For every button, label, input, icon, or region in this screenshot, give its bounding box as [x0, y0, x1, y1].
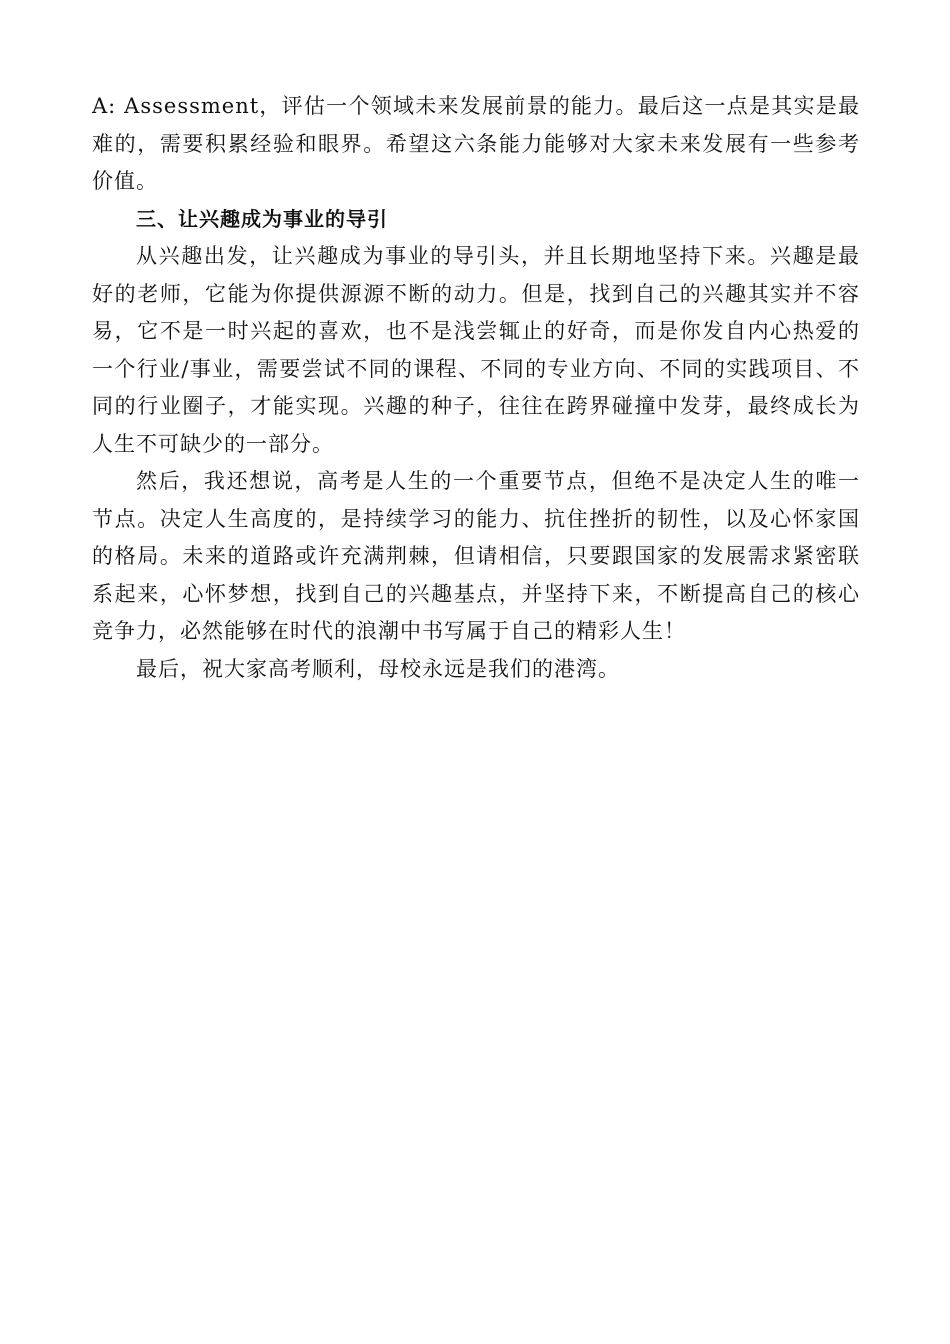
- document-page: [92, 88, 860, 688]
- paragraph-assessment: A: Assessment，评估一个领域未来发展前景的能力。最后这一点是其实是最难的，需要积累经验和眼界。希望这六条能力能够对大家未来发展有一些参考价值。: [92, 94, 860, 193]
- paragraph-interest: 从兴趣出发，让兴趣成为事业的导引头，并且长期地坚持下来。兴趣是最好的老师，它能为你提供源源不断的动力。但是，找到自己的兴趣其实并不容易，它不是一时兴起的喜欢，也不是浅尝辄止的好奇，而是你发自内心热爱的一个行业/事业，需要尝试不同的课程、不同的专业方向、不同的实践项目、不同的行业圈子，才能实现。兴趣的种子，往往在跨界碰撞中发芽，最终成长为人生不可缺少的一部分。: [92, 244, 860, 456]
- paragraph-closing: 最后，祝大家高考顺利，母校永远是我们的港湾。: [136, 656, 620, 681]
- section-heading-3: 三、让兴趣成为事业的导引: [136, 206, 388, 231]
- paragraph-gaokao: 然后，我还想说，高考是人生的一个重要节点，但绝不是决定人生的唯一节点。决定人生高度的，是持续学习的能力、抗住挫折的韧性，以及心怀家国的格局。未来的道路或许充满荆棘，但请相信，只要跟国家的发展需求紧密联系起来，心怀梦想，找到自己的兴趣基点，并坚持下来，不断提高自己的核心竞争力，必然能够在时代的浪潮中书写属于自己的精彩人生！: [92, 469, 860, 643]
